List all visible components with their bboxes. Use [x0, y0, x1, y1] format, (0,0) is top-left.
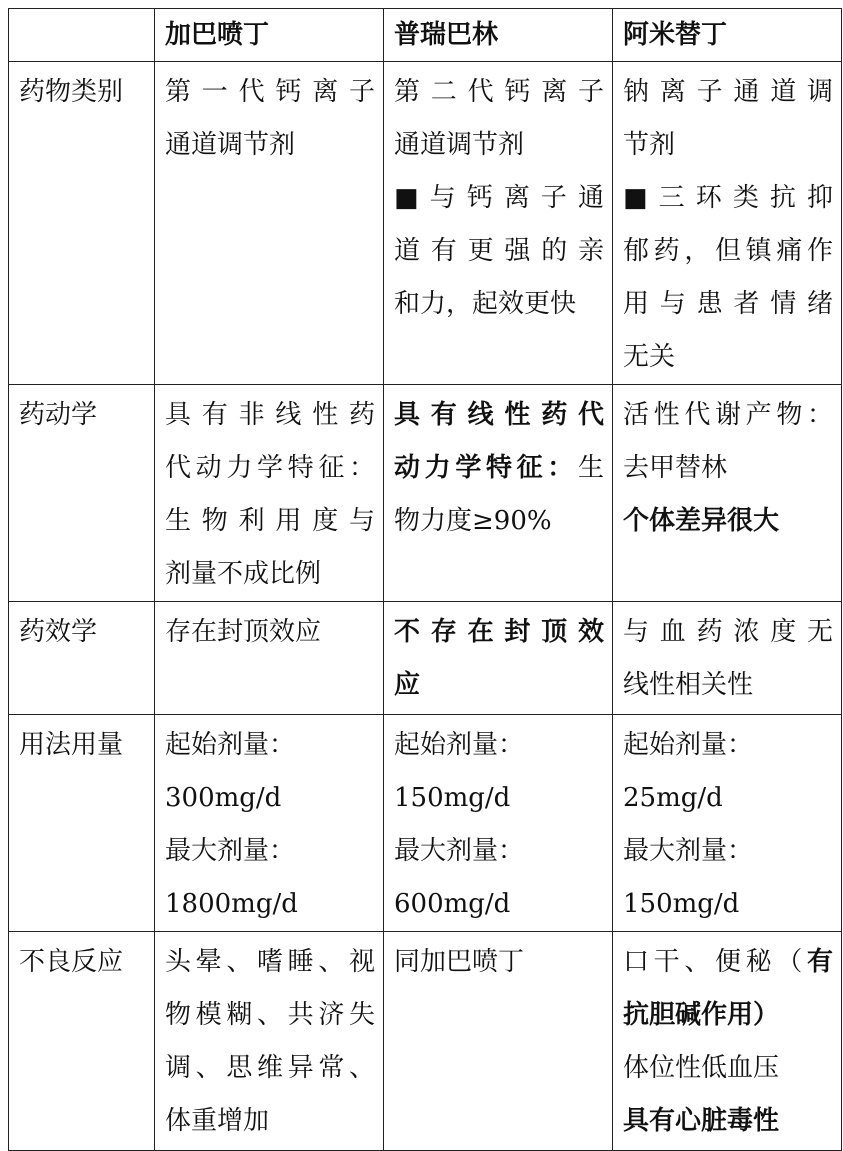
drug-comparison-table: [8, 8, 842, 1151]
text: 钠离子通道调: [623, 77, 833, 107]
text: 去甲替林: [623, 453, 728, 483]
table-cell: [613, 932, 842, 1151]
table-cell: [384, 932, 613, 1151]
bold-text: 抗胆碱作用）: [623, 1000, 780, 1030]
text: 体位性低血压: [623, 1053, 780, 1083]
cell-line: [165, 878, 375, 931]
cell-line: [623, 825, 833, 878]
row-label-text: 药动学: [19, 400, 98, 430]
text: 与血药浓度无: [623, 617, 833, 647]
table-row: [9, 385, 842, 602]
table-cell: [155, 932, 384, 1151]
cell-line: [623, 331, 833, 384]
row-label: [9, 602, 155, 715]
cell-line: [394, 389, 604, 442]
cell-line: [165, 119, 375, 172]
cell-line: [165, 442, 375, 495]
text: 300mg/d: [165, 783, 282, 813]
bold-text: 具有线性药代: [394, 400, 604, 430]
bold-text: 应: [394, 670, 421, 700]
text: 1800mg/d: [165, 889, 298, 919]
cell-line: [623, 772, 833, 825]
cell-line: [623, 66, 833, 119]
cell-line: [394, 278, 604, 331]
text: 物模糊、共济失: [165, 1000, 375, 1030]
text: 无关: [623, 342, 676, 372]
cell-line: [394, 606, 604, 659]
cell-line: [394, 825, 604, 878]
bold-text: 个体差异很大: [623, 506, 780, 536]
cell-line: [623, 278, 833, 331]
text: 第二代钙离子: [394, 77, 604, 107]
text: 同加巴喷丁: [394, 947, 525, 977]
cell-line: [394, 442, 604, 495]
text: 起始剂量：: [165, 730, 296, 760]
cell-line: [165, 495, 375, 548]
text: 用与患者情绪: [623, 289, 833, 319]
cell-line: [165, 989, 375, 1042]
bold-text: 动力学特征：: [394, 453, 578, 483]
text: 口干、便秘（: [623, 947, 807, 977]
cell-line: [623, 119, 833, 172]
row-label-text: 用法用量: [19, 730, 124, 760]
text: 150mg/d: [623, 889, 740, 919]
cell-line: [394, 719, 604, 772]
bold-text: 具有心脏毒性: [623, 1106, 780, 1136]
row-label: [9, 715, 155, 932]
cell-line: [394, 225, 604, 278]
cell-line: [394, 495, 604, 548]
text: 剂量不成比例: [165, 559, 322, 589]
row-label: [9, 62, 155, 385]
header-row: [9, 9, 842, 62]
text: 存在封顶效应: [165, 617, 322, 647]
text: 600mg/d: [394, 889, 511, 919]
cell-line: [165, 66, 375, 119]
text: 道有更强的亲: [394, 236, 604, 266]
cell-line: [165, 825, 375, 878]
cell-line: [165, 1042, 375, 1095]
row-label-text: 药效学: [19, 617, 98, 647]
cell-line: [623, 495, 833, 548]
table-row: [9, 62, 842, 385]
row-label-text: 药物类别: [19, 77, 124, 107]
cell-line: [394, 878, 604, 931]
cell-line: [394, 172, 604, 225]
row-label: [9, 932, 155, 1151]
cell-line: [623, 606, 833, 659]
text: 头晕、嗜睡、视: [165, 947, 375, 977]
table-cell: [613, 715, 842, 932]
row-label: [9, 385, 155, 602]
cell-line: [394, 66, 604, 119]
cell-line: [394, 936, 604, 989]
cell-line: [165, 936, 375, 989]
cell-line: [623, 989, 833, 1042]
text: 和力，起效更快: [394, 289, 577, 319]
text: 调、思维异常、: [165, 1053, 375, 1083]
cell-line: [623, 1095, 833, 1148]
table-row: [9, 932, 842, 1151]
cell-line: [623, 442, 833, 495]
table-row: [9, 602, 842, 715]
text: 节剂: [623, 130, 676, 160]
table-cell: [613, 385, 842, 602]
text: 通道调节剂: [394, 130, 525, 160]
text: 150mg/d: [394, 783, 511, 813]
text: 起始剂量：: [623, 730, 754, 760]
table-cell: [613, 62, 842, 385]
cell-line: [623, 172, 833, 225]
table-cell: [384, 385, 613, 602]
text: 生物利用度与: [165, 506, 375, 536]
text: 线性相关性: [623, 670, 754, 700]
header-drug-name: 阿米替丁: [613, 9, 842, 62]
text: ■三环类抗抑: [623, 183, 833, 213]
table-cell: [155, 715, 384, 932]
bold-text: 不存在封顶效: [394, 617, 604, 647]
cell-line: [623, 389, 833, 442]
text: 物力度≥90%: [394, 506, 552, 536]
text: 郁药，但镇痛作: [623, 236, 833, 266]
cell-line: [165, 389, 375, 442]
header-drug-name: 普瑞巴林: [384, 9, 613, 62]
cell-line: [165, 548, 375, 601]
header-corner-cell: [9, 9, 155, 62]
table-cell: [155, 62, 384, 385]
cell-line: [623, 659, 833, 712]
table-cell: [384, 62, 613, 385]
bold-text: 有: [806, 947, 833, 977]
text: 起始剂量：: [394, 730, 525, 760]
text: 第一代钙离子: [165, 77, 375, 107]
text: 代动力学特征：: [165, 453, 375, 483]
cell-line: [165, 606, 375, 659]
text: 具有非线性药: [165, 400, 375, 430]
text: 活性代谢产物：: [623, 400, 833, 430]
cell-line: [623, 936, 833, 989]
cell-line: [165, 719, 375, 772]
cell-line: [165, 1095, 375, 1148]
table-cell: [384, 715, 613, 932]
cell-line: [623, 878, 833, 931]
cell-line: [394, 659, 604, 712]
text: 体重增加: [165, 1106, 270, 1136]
cell-line: [165, 772, 375, 825]
text: 最大剂量：: [394, 836, 525, 866]
cell-line: [623, 1042, 833, 1095]
text: 最大剂量：: [623, 836, 754, 866]
header-drug-name: 加巴喷丁: [155, 9, 384, 62]
table-cell: [155, 602, 384, 715]
table-cell: [384, 602, 613, 715]
table-cell: [613, 602, 842, 715]
text: 最大剂量：: [165, 836, 296, 866]
text: 生: [577, 453, 604, 483]
text: 25mg/d: [623, 783, 723, 813]
cell-line: [394, 119, 604, 172]
text: ■与钙离子通: [394, 183, 604, 213]
cell-line: [394, 772, 604, 825]
row-label-text: 不良反应: [19, 947, 124, 977]
table-row: [9, 715, 842, 932]
text: 通道调节剂: [165, 130, 296, 160]
table-cell: [155, 385, 384, 602]
cell-line: [623, 225, 833, 278]
cell-line: [623, 719, 833, 772]
